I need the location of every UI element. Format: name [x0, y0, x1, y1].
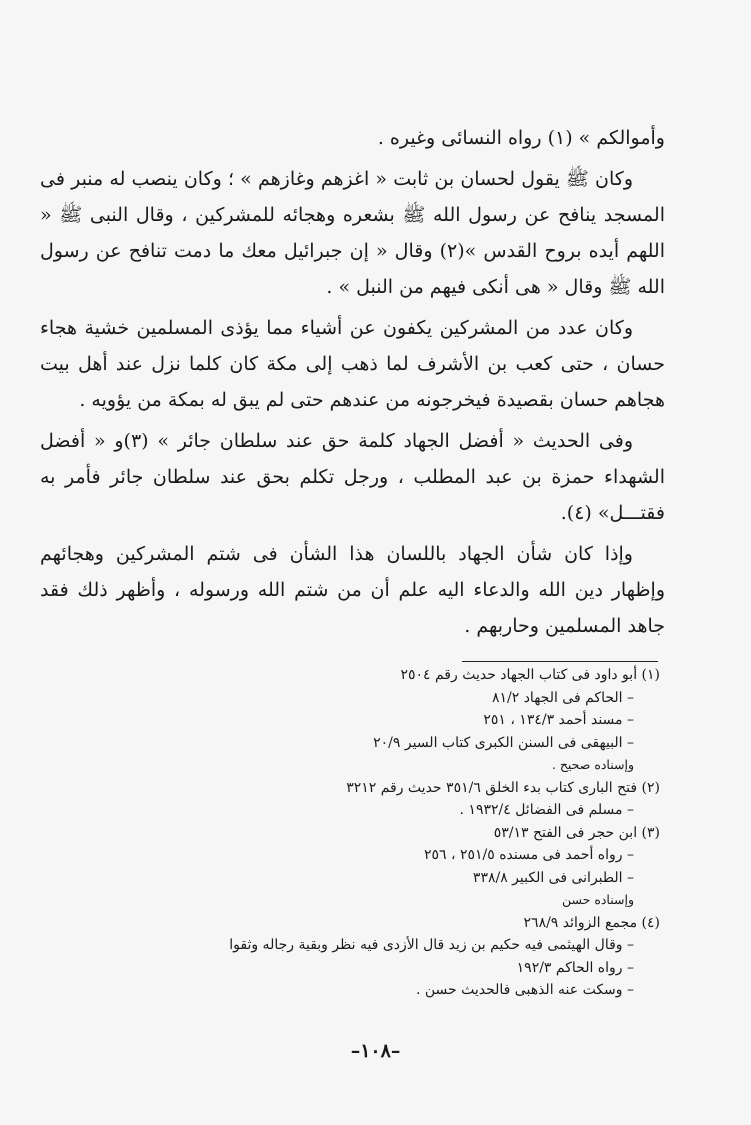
footnote-1-note: وإسناده صحيح .	[551, 757, 634, 772]
footnote-4-sub-2: – رواه الحاكم ١٩٢/٣	[516, 959, 634, 976]
paragraph-3: وكان عدد من المشركين يكفون عن أشياء مما يؤذى المسلمين خشية هجاء حسان ، حتى كعب بن الأشرف لما ذهب إلى مكة كان كلما نزل عند أهل بيت هجاهم حسان بقصيدة فيخرجونه من عندهم حتى لم يبق له بمكة من يؤويه .	[40, 317, 665, 411]
footnote-4-sub-1: – وقال الهيثمى فيه حكيم بن زيد قال الأزدى فيه نظر وبقية رجاله وثقوا	[229, 937, 634, 953]
paragraph-4: وفى الحديث « أفضل الجهاد كلمة حق عند سلطان جائر » (٣)و « أفضل الشهداء حمزة بن عبد المطلب ، ورجل تكلم بحق عند سلطان جائر فأمر به فقتـــل» (٤).	[40, 430, 665, 524]
footnote-1-sub-1: – الحاكم فى الجهاد ٨١/٢	[491, 689, 634, 706]
footnote-3-sub-1: – رواه أحمد فى مسنده ٢٥١/٥ ، ٢٥٦	[423, 847, 634, 863]
footnote-2-main: (٢) فتح البارى كتاب بدء الخلق ٣٥١/٦ حديث رقم ٣٢١٢	[346, 779, 660, 796]
footnotes	[230, 664, 660, 1002]
footnote-divider	[462, 661, 658, 662]
footnote-1-sub-2: – مسند أحمد ١٣٤/٣ ، ٢٥١	[483, 712, 634, 728]
main-text	[40, 120, 665, 649]
footnote-1-sub-3: – البيهقى فى السنن الكبرى كتاب السير ٢٠/٩	[373, 734, 634, 751]
paragraph-1: وأموالكم » (١) رواه النسائى وغيره .	[377, 127, 665, 149]
paragraph-5: وإذا كان شأن الجهاد باللسان هذا الشأن فى شتم المشركين وهجائهم وإظهار دين الله والدعاء اليه علم أن من شتم الله ورسوله ، وأظهر ذلك فقد جاهد المسلمين وحاربهم .	[40, 543, 665, 637]
page-number: –١٠٨–	[350, 1040, 401, 1062]
footnote-3-sub-2: – الطبرانى فى الكبير ٣٣٨/٨	[472, 869, 634, 886]
footnote-4-main: (٤) مجمع الزوائد ٢٦٨/٩	[523, 914, 660, 931]
footnote-3-main: (٣) ابن حجر فى الفتح ٥٣/١٣	[493, 824, 660, 841]
footnote-3-note: وإسناده حسن	[561, 892, 634, 907]
footnote-4-sub-3: – وسكت عنه الذهبى فالحديث حسن .	[415, 982, 634, 998]
footnote-2-sub-1: – مسلم فى الفضائل ١٩٣٢/٤ .	[459, 802, 634, 818]
footnote-1-main: (١) أبو داود فى كتاب الجهاد حديث رقم ٢٥٠٤	[400, 667, 660, 683]
paragraph-2: وكان ﷺ يقول لحسان بن ثابت « اغزهم وغازهم » ؛ وكان ينصب له منبر فى المسجد ينافح عن رسول الله ﷺ بشعره وهجائه للمشركين ، وقال النبى ﷺ « اللهم أيده بروح القدس »(٢) وقال « إن جبرائيل معك ما دمت تنافح عن رسول الله ﷺ وقال « هى أنكى فيهم من النبل » .	[40, 168, 665, 298]
